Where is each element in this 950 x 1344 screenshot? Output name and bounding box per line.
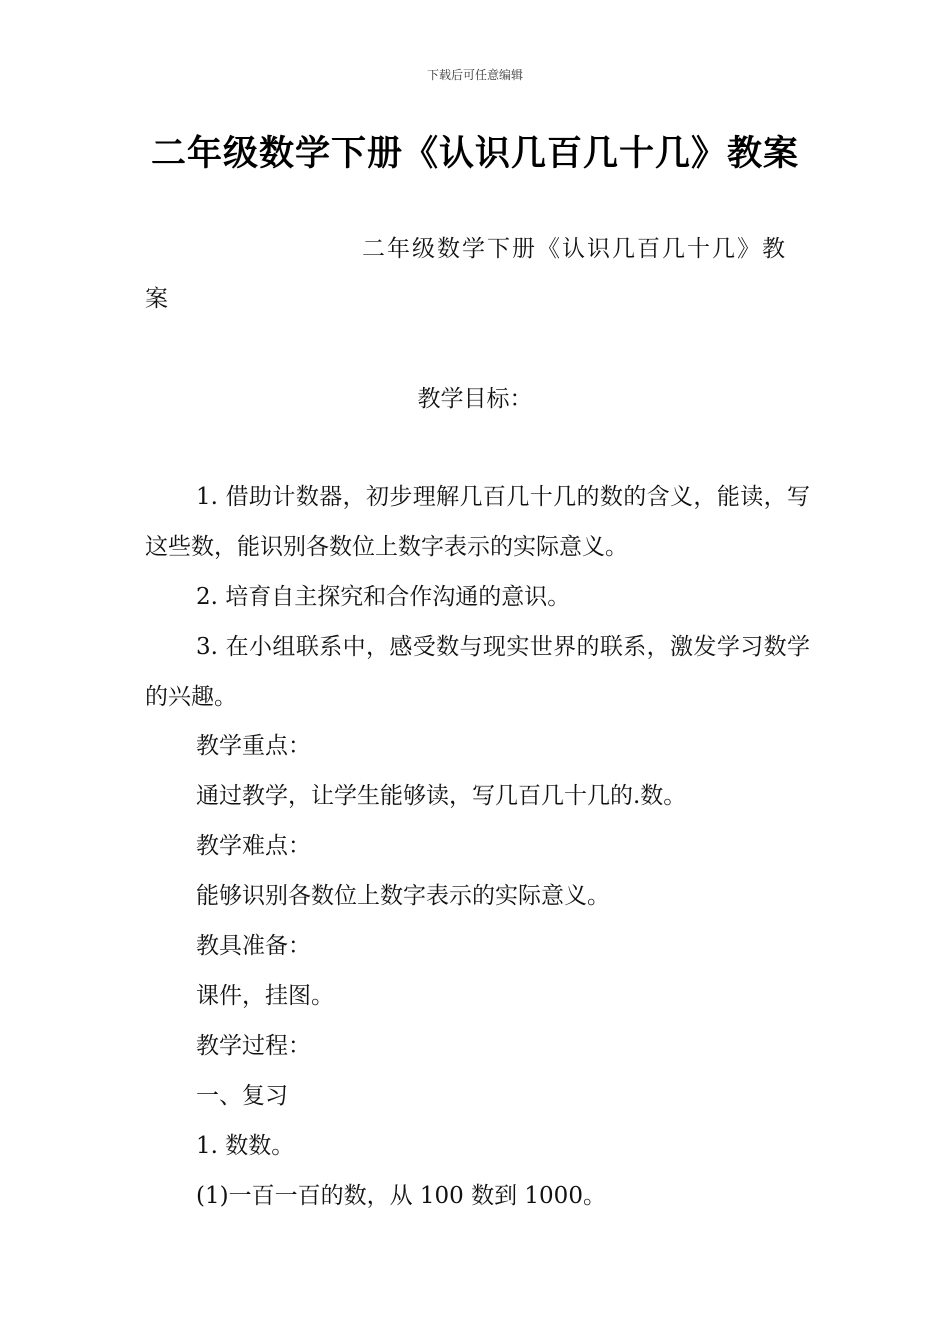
objective-1: 1. 借助计数器，初步理解几百几十几的数的含义，能读，写这些数，能识别各数位上数字表示的实际意义。 [145,484,810,560]
subtitle-line-1: 二年级数学下册《认识几百几十几》教 [362,236,787,262]
tools-text: 课件，挂图。 [196,983,334,1009]
objective-2: 2. 培育自主探究和合作沟通的意识。 [196,584,571,610]
difficulties-heading: 教学难点： [196,833,311,859]
count-sub-item: (1)一百一百的数，从 100 数到 1000。 [196,1183,606,1209]
objective-3: 3. 在小组联系中，感受数与现实世界的联系，激发学习数学的兴趣。 [145,634,810,710]
key-points-text: 通过教学，让学生能够读，写几百几十几的.数。 [196,783,687,809]
tools-heading: 教具准备： [196,933,311,959]
header-note: 下载后可任意编辑 [426,68,523,82]
document-title: 二年级数学下册《认识几百几十几》教案 [150,134,799,174]
subtitle-line-2: 案 [145,286,168,312]
difficulties-text: 能够识别各数位上数字表示的实际意义。 [196,883,610,909]
count-item: 1. 数数。 [196,1133,295,1159]
process-heading: 教学过程： [196,1033,311,1059]
objectives-heading: 教学目标： [417,386,533,412]
key-points-heading: 教学重点： [196,733,311,759]
review-heading: 一、复习 [196,1083,288,1109]
